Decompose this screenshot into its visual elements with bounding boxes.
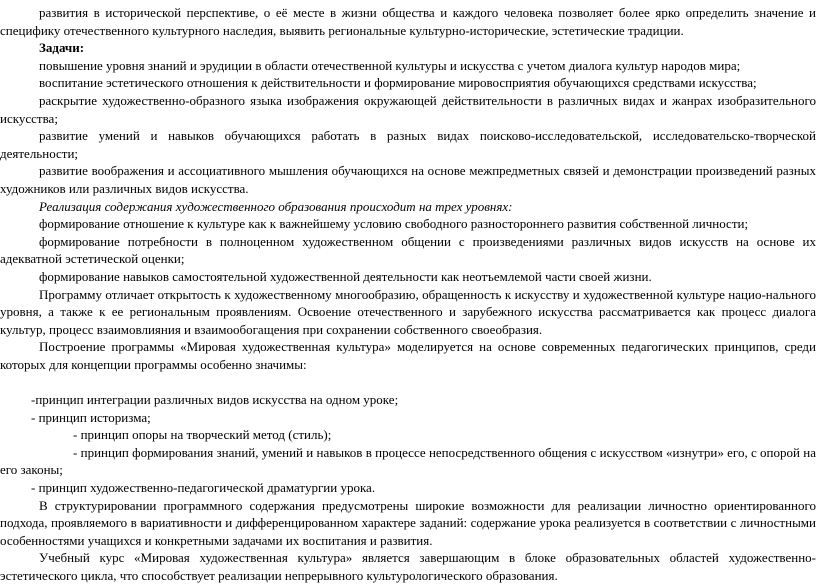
task-item: повышение уровня знаний и эрудиции в области отечественной культуры и искусства с учетом диалога культур народов мира; bbox=[39, 57, 741, 73]
task-item: развитие воображения и ассоциативного мышления обучающихся на основе межпредметных связей и демонстрации произведений разных художников или различных видов искусства. bbox=[0, 163, 816, 196]
level-item: формирование отношение к культуре как к важнейшему условию свободного разностороннего развития собственной личности; bbox=[39, 216, 749, 232]
principle-item: - принцип опоры на творческий метод (стиль); bbox=[73, 427, 332, 443]
task-item: развитие умений и навыков обучающихся работать в разных видах поисково-исследовательской, исследовательско-творческой деятельности; bbox=[0, 128, 816, 161]
level-item: формирование навыков самостоятельной художественной деятельности как неотъемлемой части своей жизни. bbox=[39, 268, 652, 284]
document-page bbox=[0, 4, 816, 585]
level-item: формирование потребности в полноценном художественном общении с произведениями различных видов искусств на основе их адекватной эстетической оценки; bbox=[0, 233, 816, 267]
task-item: раскрытие художественно-образного языка изображения окружающей действительности в различных видах и жанрах изобразительного искусства; bbox=[0, 92, 816, 126]
blank-line bbox=[0, 373, 816, 391]
paragraph-intro-continuation: развития в исторической перспективе, о её месте в жизни общества и каждого человека позволяет более ярко определить значение и специфику отечественного культурного наследия, выявить региональные культурно-исторические, эстетические традиции. bbox=[0, 5, 816, 38]
paragraph-program-construction: Построение программы «Мировая художественная культура» моделируется на основе современных педагогических принципов, среди которых для концепции программы особенно значимы: bbox=[0, 339, 816, 372]
principle-item: -принцип интеграции различных видов искусства на одном уроке; bbox=[31, 392, 399, 408]
paragraph-course-summary: Учебный курс «Мировая художественная культура» является завершающим в блоке образовательных областей художественно-эстетического цикла, что способствует реализации непрерывного культурологического образования. bbox=[0, 550, 816, 583]
paragraph-structuring: В структурировании программного содержания предусмотрены широкие возможности для реализации личностно ориентированного подхода, проявляемого в вариативности и дифференцированном характере заданий: содержание урока реализуется в соответствии с личностными особенностями учащихся и конкретными задачами их воспитания и развития. bbox=[0, 497, 816, 548]
principle-item: - принцип формирования знаний, умений и навыков в процессе непосредственного общения с искусством «изнутри» его, с опорой на его законы; bbox=[0, 444, 816, 478]
task-item: воспитание эстетического отношения к действительности и формирование мировосприятия обучающихся средствами искусства; bbox=[39, 75, 757, 91]
paragraph-program-openness: Программу отличает открытость к художественному многообразию, обращенность к искусству и художественной культуре нацио-нального уровня, а также к ее региональным проявлениям. Освоение отечественного и зарубежного искусства рассматривается как процесс диалога культур, процесс взаимовлияния и взаимообогащения при сохранении собственного своеобразия. bbox=[0, 286, 816, 337]
principle-item: - принцип художественно-педагогической драматургии урока. bbox=[31, 480, 376, 496]
principle-item: - принцип историзма; bbox=[31, 409, 151, 425]
heading-levels: Реализация содержания художественного образования происходит на трех уровнях: bbox=[39, 198, 513, 214]
heading-tasks: Задачи: bbox=[39, 40, 85, 56]
